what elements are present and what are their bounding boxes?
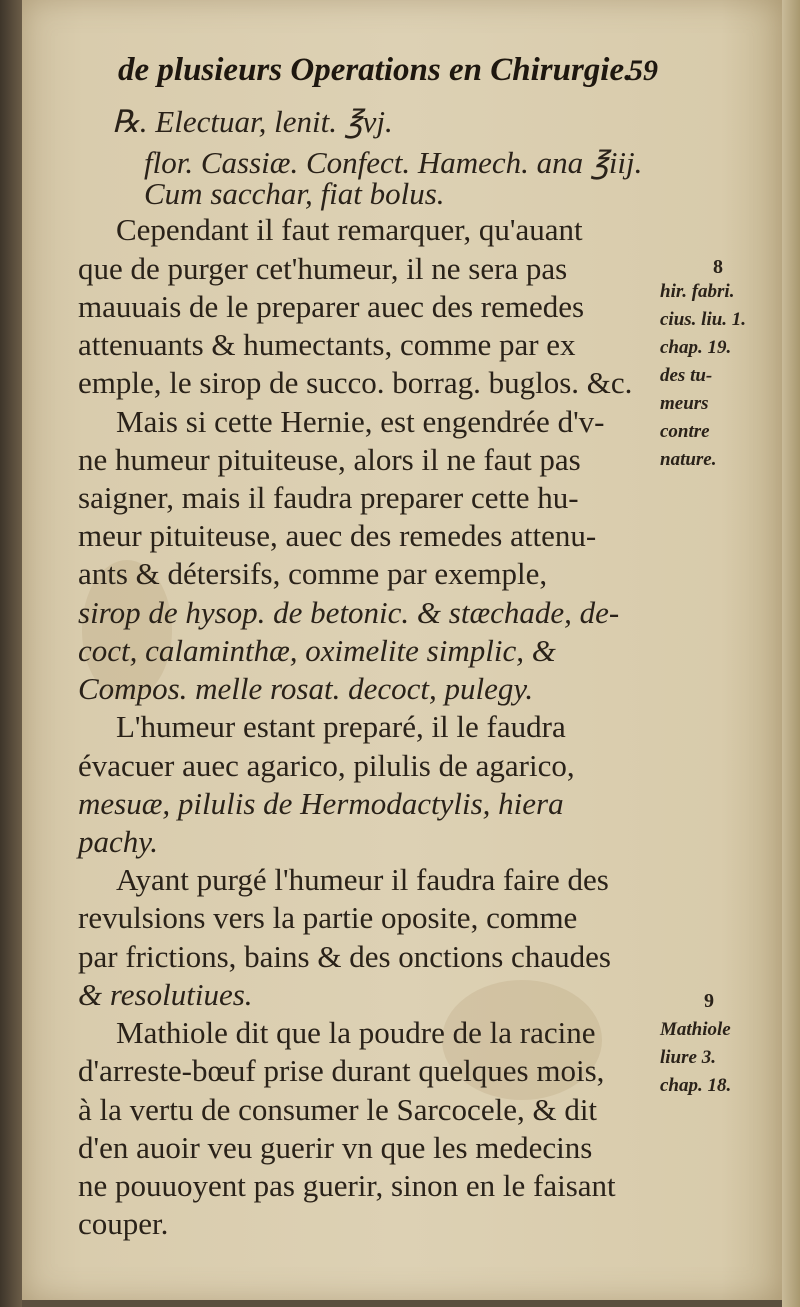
text-line: meur pituiteuse, auec des remedes attenu- (78, 518, 597, 553)
text-line: à la vertu de consumer le Sarcocele, & dit (78, 1092, 598, 1127)
text-line: ants & détersifs, comme par exemple, (78, 556, 548, 591)
text-line: saigner, mais il faudra preparer cette hu- (78, 480, 579, 515)
text-line: Mais si cette Hernie, est engendrée d'v- (116, 404, 605, 439)
text-line: pachy. (78, 824, 159, 859)
margin-note-line: liure 3. (660, 1047, 716, 1068)
text-line: Ayant purgé l'humeur il faudra faire des (116, 862, 609, 897)
text-line: sirop de hysop. de betonic. & stæchade, de- (78, 595, 620, 630)
book-gutter (0, 0, 22, 1307)
margin-note-number: 9 (704, 990, 714, 1012)
margin-note-line: chap. 19. (660, 337, 732, 358)
running-head: de plusieurs Operations en Chirurgie. (118, 52, 633, 88)
text-line: ne humeur pituiteuse, alors il ne faut pas (78, 442, 581, 477)
text-line: couper. (78, 1206, 169, 1241)
text-line: mauuais de le preparer auec des remedes (78, 289, 585, 324)
margin-note-line: nature. (660, 449, 717, 470)
text-line: emple, le sirop de succo. borrag. buglos. &c. (78, 365, 633, 400)
text-line: Mathiole dit que la poudre de la racine (116, 1015, 596, 1050)
margin-note-number: 8 (713, 256, 723, 278)
margin-note (660, 1016, 770, 1100)
text-line: Compos. melle rosat. decoct, pulegy. (78, 671, 534, 706)
text-line: flor. Cassiæ. Confect. Hamech. ana ℥iij. (144, 145, 643, 180)
margin-note-line: hir. fabri. (660, 281, 735, 302)
text-line: ℞. Electuar, lenit. ℥vj. (112, 104, 393, 139)
margin-note-line: Mathiole (660, 1019, 731, 1040)
margin-note-line: chap. 18. (660, 1075, 732, 1096)
text-line: & resolutiues. (78, 977, 253, 1012)
text-line: mesuæ, pilulis de Hermodactylis, hiera (78, 786, 564, 821)
text-line: coct, calaminthæ, oximelite simplic, & (78, 633, 556, 668)
margin-note-line: des tu- (660, 365, 713, 386)
text-line: par frictions, bains & des onctions chaudes (78, 939, 611, 974)
text-line: Cependant il faut remarquer, qu'auant (116, 212, 583, 247)
text-line: évacuer auec agarico, pilulis de agarico, (78, 748, 575, 783)
text-line: ne pouuoyent pas guerir, sinon en le faisant (78, 1168, 616, 1203)
text-line: revulsions vers la partie oposite, comme (78, 900, 578, 935)
text-line: d'en auoir veu guerir vn que les medecins (78, 1130, 593, 1165)
text-line: d'arreste-bœuf prise durant quelques mois, (78, 1053, 605, 1088)
page-header (118, 52, 658, 92)
margin-note (660, 278, 770, 474)
margin-note-line: cius. liu. 1. (660, 309, 747, 330)
page-number: 59 (628, 54, 658, 87)
margin-note-line: contre (660, 421, 710, 442)
text-line: L'humeur estant preparé, il le faudra (116, 709, 566, 744)
page-edge (782, 0, 800, 1307)
text-line: attenuants & humectants, comme par ex (78, 327, 576, 362)
margin-note-line: meurs (660, 393, 709, 414)
text-line: Cum sacchar, fiat bolus. (144, 176, 445, 211)
text-line: que de purger cet'humeur, il ne sera pas (78, 251, 568, 286)
